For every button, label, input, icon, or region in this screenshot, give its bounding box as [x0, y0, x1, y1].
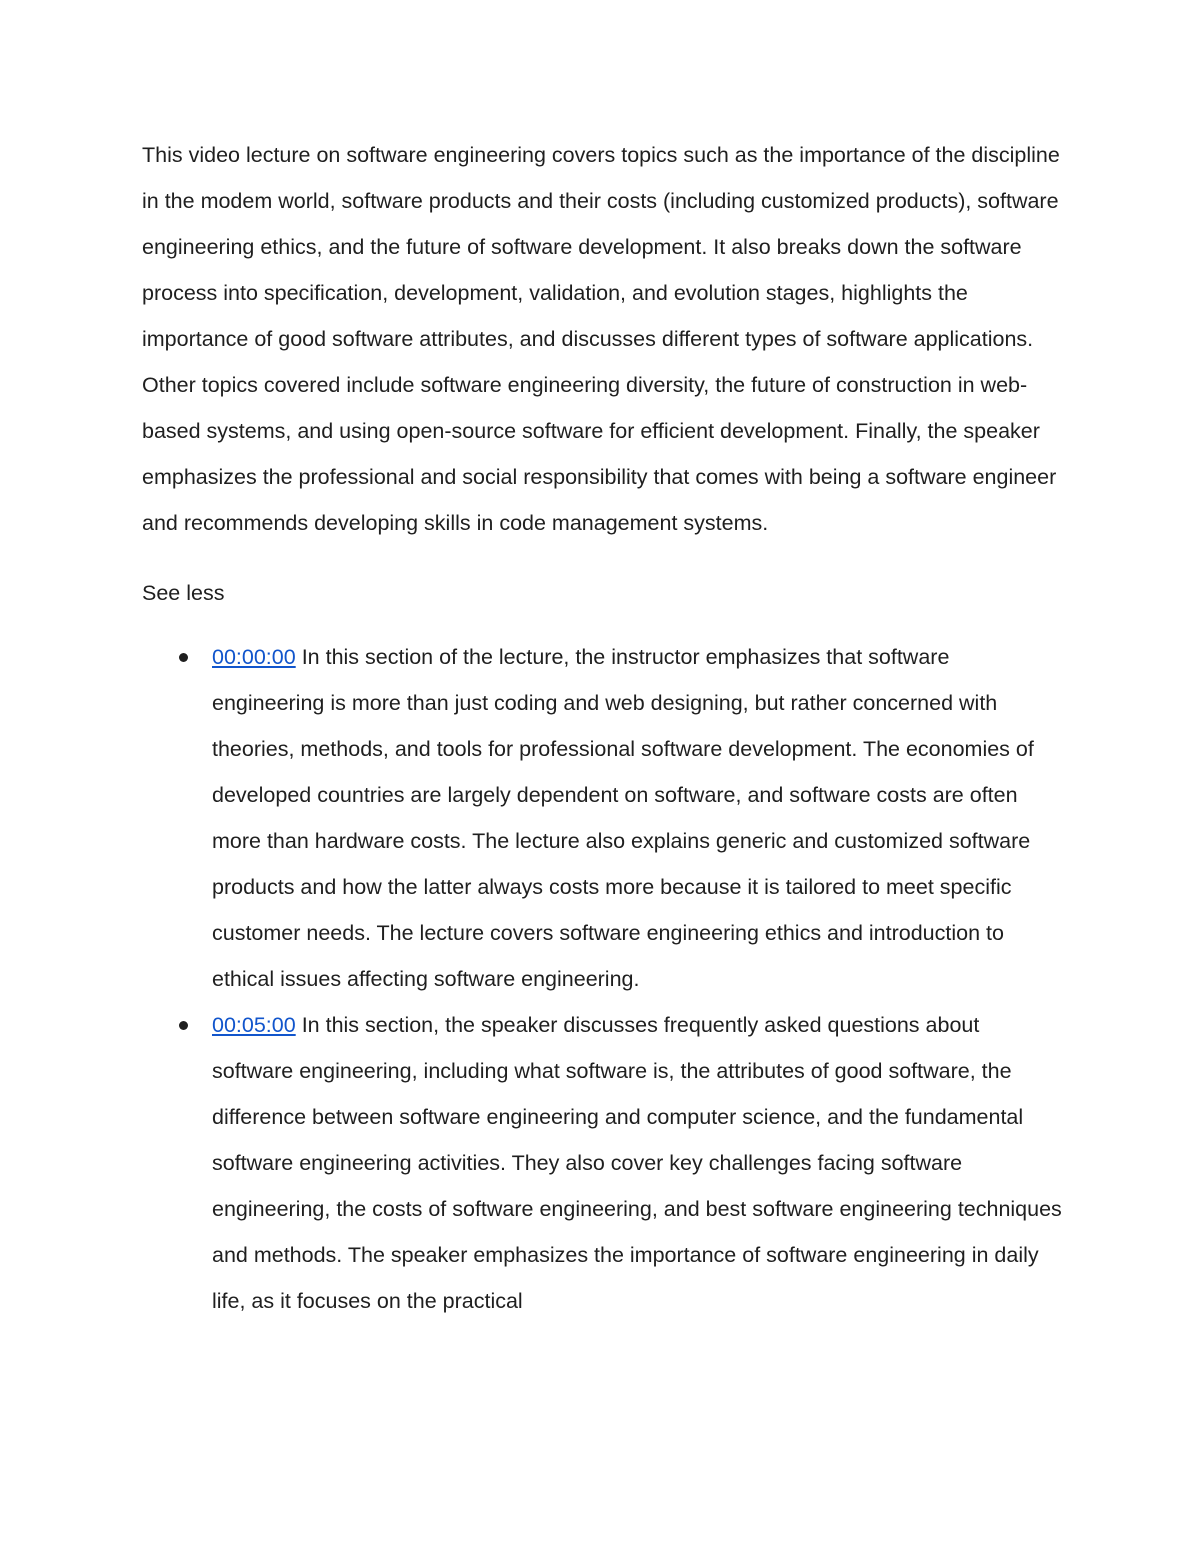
bullet-icon	[179, 1021, 188, 1030]
section-text: In this section of the lecture, the instructor emphasizes that software engineering is more than just coding and web designing, but rather concerned with theories, methods, and tools for professional software development. The economies of developed countries are largely dependent on software, and software costs are often more than hardware costs. The lecture also explains generic and customized software products and how the latter always costs more because it is tailored to meet specific customer needs. The lecture covers software engineering ethics and introduction to ethical issues affecting software engineering.	[212, 645, 1034, 991]
section-text: In this section, the speaker discusses frequently asked questions about software engineering, including what software is, the attributes of good software, the difference between software engineering and computer science, and the fundamental software engineering activities. They also cover key challenges facing software engineering, the costs of software engineering, and best software engineering techniques and methods. The speaker emphasizes the importance of software engineering in daily life, as it focuses on the practical	[212, 1013, 1062, 1313]
see-less-link[interactable]: See less	[142, 581, 225, 605]
timestamp-link[interactable]: 00:00:00	[212, 645, 296, 669]
summary-paragraph: This video lecture on software engineering covers topics such as the importance of the discipline in the modem world, software products and their costs (including customized products), software engineering ethics, and the future of software development. It also breaks down the software process into specification, development, validation, and evolution stages, highlights the importance of good software attributes, and discusses different types of software applications. Other topics covered include software engineering diversity, the future of construction in web-based systems, and using open-source software for efficient development. Finally, the speaker emphasizes the professional and social responsibility that comes with being a software engineer and recommends developing skills in code management systems.	[142, 143, 1060, 535]
list-item	[142, 1002, 1062, 1324]
list-item	[142, 634, 1062, 1002]
timestamp-link[interactable]: 00:05:00	[212, 1013, 296, 1037]
document-page	[142, 132, 1062, 1324]
bullet-icon	[179, 653, 188, 662]
section-list	[142, 634, 1062, 1324]
